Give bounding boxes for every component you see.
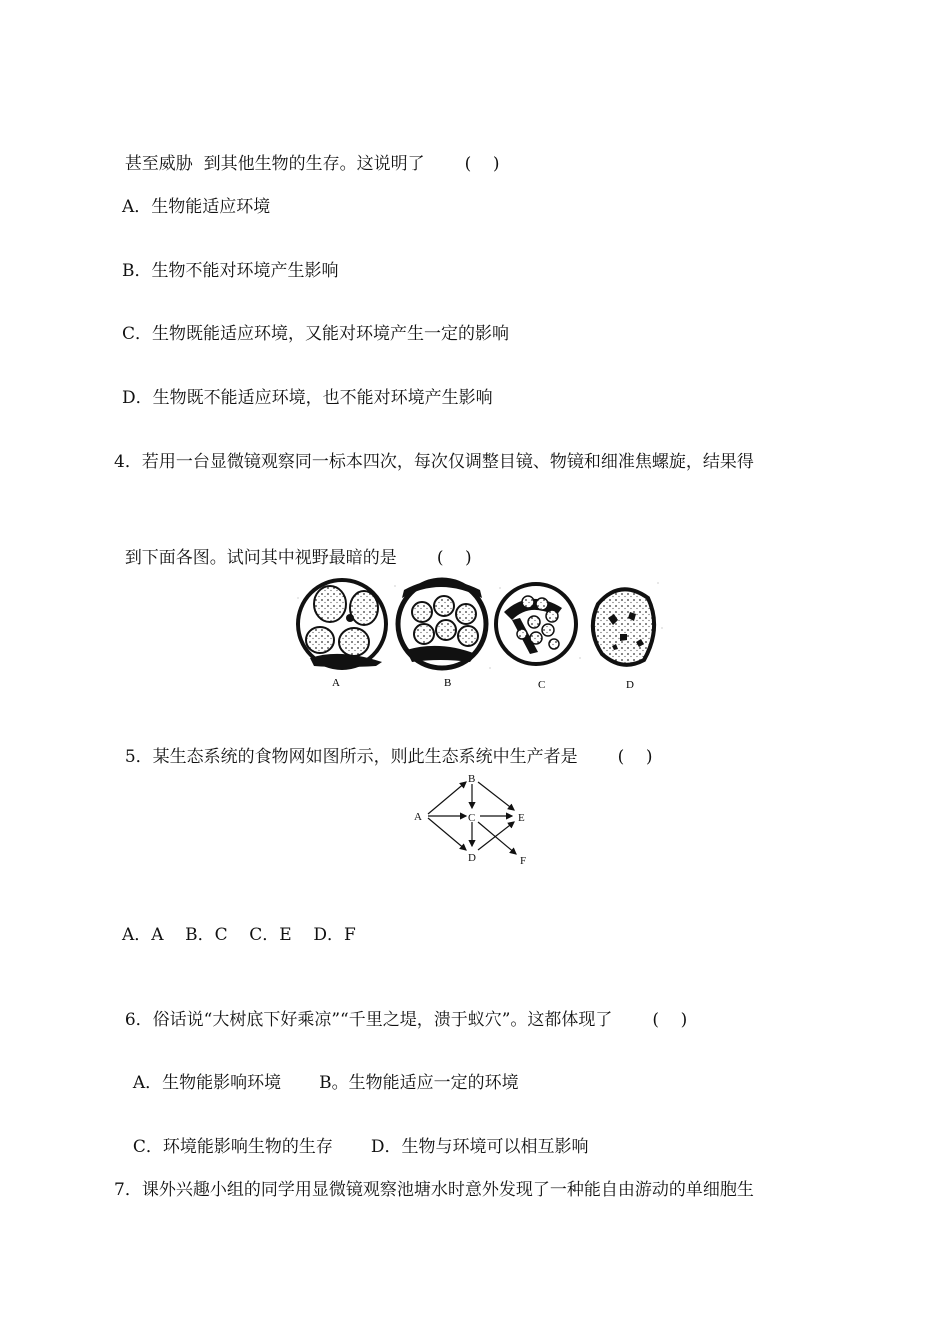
q6-options-row2 [122, 1114, 588, 1158]
q6-stem [114, 987, 687, 1031]
view-label-b: B [444, 677, 452, 689]
view-label-a: A [332, 677, 340, 689]
node-f: F [520, 855, 527, 867]
q3-option-d: D．生物既不能适应环境，也不能对环境产生影响 [122, 388, 493, 408]
q6-option-b: B。生物能适应一定的环境 [319, 1073, 519, 1093]
q5-stem-text: 5．某生态系统的食物网如图所示，则此生态系统中生产者是 [124, 747, 578, 767]
q7-stem: 7．课外兴趣小组的同学用显微镜观察池塘水时意外发现了一种能自由游动的单细胞生 [114, 1180, 754, 1200]
q5-answer-paren: ( ) [617, 747, 653, 767]
q3-stem-text: 甚至威胁 到其他生物的生存。这说明了 [124, 154, 425, 174]
q4-stem-line1: 4．若用一台显微镜观察同一标本四次，每次仅调整目镜、物镜和细准焦螺旋，结果得 [114, 452, 754, 472]
q4-stem-line2 [114, 525, 472, 569]
q6-option-d: D．生物与环境可以相互影响 [370, 1137, 589, 1157]
node-a: A [414, 811, 422, 823]
q3-answer-paren: ( ) [464, 154, 500, 174]
view-label-c: C [538, 679, 546, 691]
view-d [593, 589, 654, 664]
q3-option-c: C．生物既能适应环境，又能对环境产生一定的影响 [122, 324, 510, 344]
view-c [496, 584, 576, 664]
node-b: B [468, 773, 476, 785]
q6-answer-paren: ( ) [652, 1010, 688, 1030]
q6-stem-text: 6．俗话说“大树底下好乘凉”“千里之堤，溃于蚁穴”。这都体现了 [124, 1010, 613, 1030]
view-a [298, 580, 386, 668]
view-label-d: D [626, 679, 634, 691]
q6-options-row1 [122, 1050, 519, 1094]
q6-option-a: A．生物能影响环境 [132, 1073, 282, 1093]
q3-stem-tail [114, 131, 500, 175]
node-d: D [468, 852, 476, 864]
q5-options: A．A B．C C．E D．F [122, 925, 356, 945]
q4-stem-text: 到下面各图。试问其中视野最暗的是 [124, 548, 397, 568]
q3-option-b: B．生物不能对环境产生影响 [122, 261, 339, 281]
node-e: E [518, 812, 525, 824]
q4-answer-paren: ( ) [436, 548, 472, 568]
node-c: C [468, 812, 476, 824]
food-web-diagram [406, 770, 542, 870]
q5-stem [114, 724, 653, 768]
q3-option-a: A．生物能适应环境 [122, 197, 271, 217]
q6-option-c: C．环境能影响生物的生存 [132, 1137, 333, 1157]
microscope-views-figure [290, 568, 670, 692]
view-b [398, 580, 486, 668]
